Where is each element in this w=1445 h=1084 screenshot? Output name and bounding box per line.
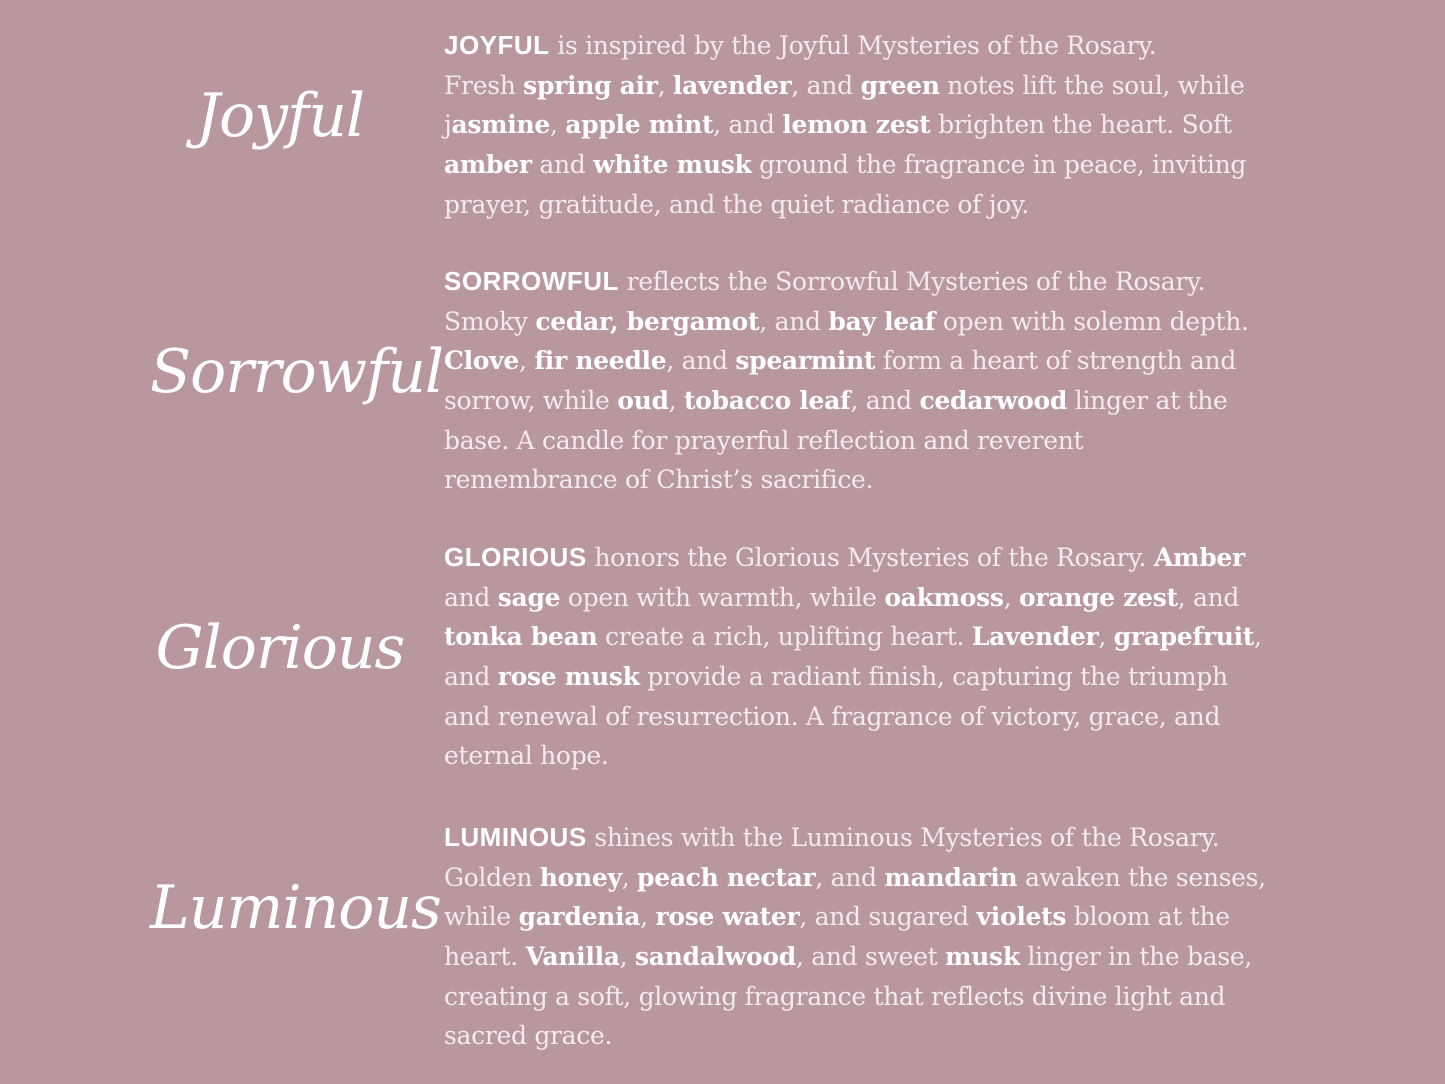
collection-name: SORROWFUL: [444, 266, 619, 296]
description-text: heart.: [444, 942, 526, 972]
section-title-sorrowful: Sorrowful: [150, 337, 444, 407]
description-text: while: [444, 902, 519, 932]
description-text: ,: [1003, 582, 1019, 612]
description-line: [444, 341, 1264, 381]
scent-note: green: [860, 70, 940, 100]
scent-note: white musk: [593, 150, 752, 180]
description-text: , and: [1177, 582, 1240, 612]
collection-name: GLORIOUS: [444, 542, 587, 572]
description-text: prayer, gratitude, and the quiet radiance of joy.: [444, 189, 1030, 219]
scent-note: asmine: [451, 110, 550, 140]
scent-note: rose musk: [497, 662, 640, 692]
description-text: ,: [619, 942, 635, 972]
description-text: sacred grace.: [444, 1021, 613, 1051]
description-text: , and: [759, 306, 829, 336]
scent-note: Lavender: [971, 622, 1099, 652]
description-text: linger in the base,: [1019, 942, 1252, 972]
description-line: [444, 697, 1264, 737]
description-text: eternal hope.: [444, 741, 609, 771]
description-text: ,: [519, 346, 535, 376]
description-line: [444, 460, 1264, 500]
scent-note: bay leaf: [828, 306, 936, 336]
description-text: Golden: [444, 862, 540, 892]
description-text: , and: [713, 110, 783, 140]
description-line: [444, 262, 1264, 302]
description-text: is inspired by the Joyful Mysteries of the Rosary.: [549, 31, 1157, 60]
description-text: , and: [850, 386, 920, 416]
description-text: ,: [668, 386, 684, 416]
description-line: [444, 105, 1264, 145]
description-line: [444, 185, 1264, 225]
collection-name: LUMINOUS: [444, 822, 587, 852]
description-text: , and sweet: [795, 942, 946, 972]
scent-note: cedar, bergamot: [535, 306, 760, 336]
section-title-glorious: Glorious: [155, 613, 405, 683]
description-line: [444, 538, 1264, 578]
scent-note: oud: [617, 386, 669, 416]
description-line: [444, 858, 1264, 898]
scent-note: spearmint: [735, 346, 876, 376]
scent-note: honey: [539, 862, 622, 892]
description-text: ,: [621, 862, 638, 892]
scent-note: Clove: [444, 346, 520, 376]
scent-note: fir needle: [534, 346, 667, 376]
description-text: creating a soft, glowing fragrance that reflects divine light and: [444, 981, 1226, 1011]
description-line: [444, 381, 1264, 421]
scent-note: gardenia: [518, 902, 641, 932]
description-line: [444, 145, 1264, 185]
description-text: ,: [1254, 622, 1262, 652]
scent-note: oakmoss: [884, 582, 1004, 612]
description-text: , and: [815, 862, 885, 892]
scent-note: mandarin: [884, 862, 1018, 892]
description-text: Fresh: [444, 70, 524, 100]
description-text: reflects the Sorrowful Mysteries of the Rosary.: [618, 267, 1206, 296]
description-text: open with warmth, while: [560, 582, 885, 612]
section-description-luminous: [444, 818, 1264, 1056]
description-text: j: [444, 110, 452, 140]
scent-note: apple mint: [565, 110, 714, 140]
description-text: bloom at the: [1066, 902, 1230, 932]
description-text: ,: [640, 902, 656, 932]
description-text: ground the fragrance in peace, inviting: [751, 150, 1247, 180]
scent-note: sandalwood: [634, 942, 796, 972]
description-line: [444, 937, 1264, 977]
description-text: ,: [657, 70, 673, 100]
description-text: and: [444, 662, 498, 692]
description-line: [444, 897, 1264, 937]
description-line: [444, 578, 1264, 618]
scent-note: orange zest: [1018, 582, 1178, 612]
description-text: open with solemn depth.: [935, 306, 1249, 336]
description-text: and renewal of resurrection. A fragrance of victory, grace, and: [444, 701, 1221, 731]
description-line: [444, 302, 1264, 342]
scent-note: Vanilla: [525, 942, 620, 972]
description-text: , and: [666, 346, 736, 376]
description-text: provide a radiant finish, capturing the triumph: [639, 662, 1228, 692]
description-text: brighten the heart. Soft: [930, 110, 1232, 140]
description-line: [444, 421, 1264, 461]
description-text: base. A candle for prayerful reflection and reverent: [444, 425, 1084, 455]
description-line: [444, 26, 1264, 66]
description-text: notes lift the soul, while: [939, 70, 1245, 100]
scent-note: rose water: [655, 902, 800, 932]
description-line: [444, 617, 1264, 657]
scent-note: grapefruit: [1113, 622, 1255, 652]
scent-note: sage: [497, 582, 561, 612]
section-title-joyful: Joyful: [195, 81, 365, 151]
scent-note: spring air: [523, 70, 658, 100]
description-line: [444, 977, 1264, 1017]
scent-note: musk: [945, 942, 1020, 972]
description-text: ,: [549, 110, 566, 140]
description-text: , and: [791, 70, 861, 100]
description-text: and: [444, 582, 498, 612]
section-description-joyful: [444, 26, 1264, 224]
scent-note: peach nectar: [637, 862, 816, 892]
section-description-sorrowful: [444, 262, 1264, 500]
description-line: [444, 1016, 1264, 1056]
scent-note: tobacco leaf: [683, 386, 851, 416]
description-line: [444, 657, 1264, 697]
section-description-glorious: [444, 538, 1264, 776]
description-text: awaken the senses,: [1017, 862, 1266, 892]
section-title-luminous: Luminous: [150, 873, 441, 943]
scent-note: cedarwood: [919, 386, 1068, 416]
scent-note: tonka bean: [444, 622, 598, 652]
description-text: ,: [1098, 622, 1114, 652]
description-line: [444, 736, 1264, 776]
description-text: shines with the Luminous Mysteries of the Rosary.: [586, 823, 1220, 852]
description-text: create a rich, uplifting heart.: [597, 622, 972, 652]
description-text: remembrance of Christ’s sacrifice.: [444, 465, 874, 495]
scent-note: violets: [976, 902, 1067, 932]
scent-note: lavender: [672, 70, 792, 100]
description-text: and: [531, 150, 594, 180]
description-text: , and sugared: [799, 902, 977, 932]
description-text: honors the Glorious Mysteries of the Rosary.: [586, 543, 1154, 572]
scent-note: lemon zest: [782, 110, 931, 140]
collection-name: JOYFUL: [444, 30, 550, 60]
scent-note: amber: [444, 150, 532, 180]
description-line: [444, 66, 1264, 106]
scent-note: Amber: [1153, 543, 1245, 572]
description-text: linger at the: [1067, 386, 1228, 416]
description-line: [444, 818, 1264, 858]
description-text: sorrow, while: [444, 386, 618, 416]
description-text: Smoky: [444, 306, 536, 336]
description-text: form a heart of strength and: [875, 346, 1237, 376]
